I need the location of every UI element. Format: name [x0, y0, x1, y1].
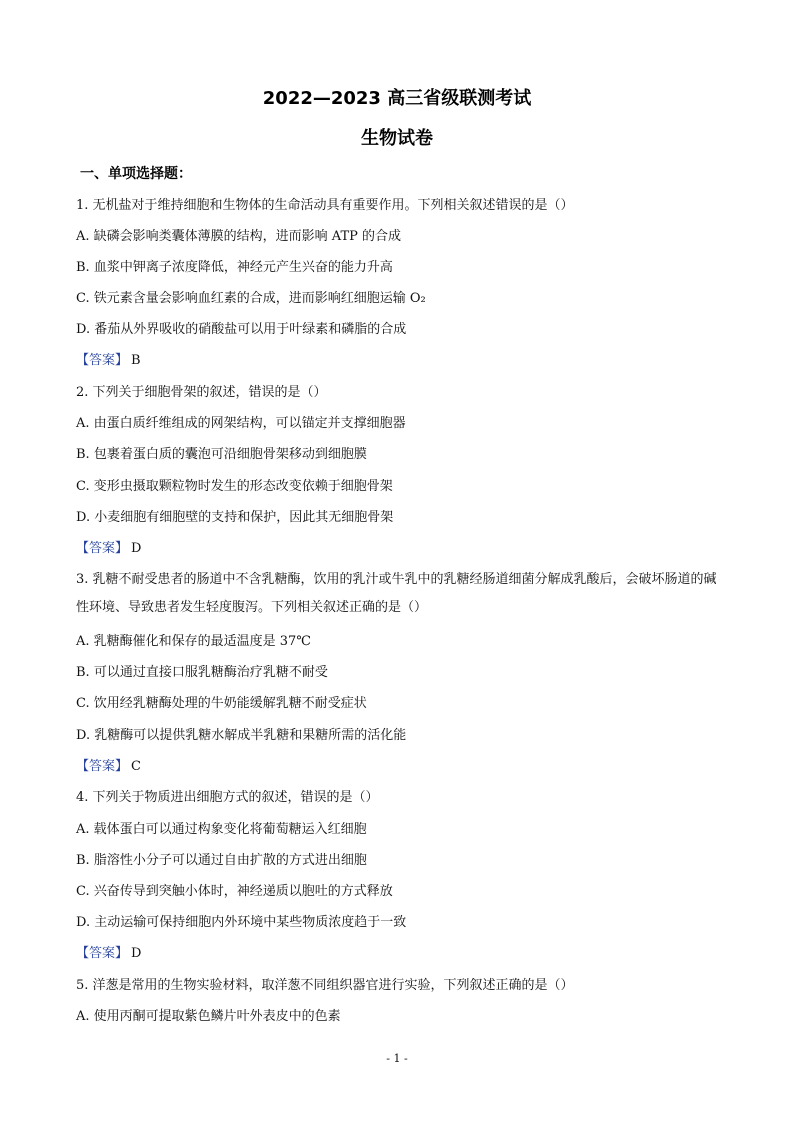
- question-2-option-d: D. 小麦细胞有细胞壁的支持和保护，因此其无细胞骨架: [76, 510, 394, 525]
- answer-label: 【答案】: [76, 759, 129, 774]
- question-4-option-b: B. 脂溶性小分子可以通过自由扩散的方式进出细胞: [76, 853, 367, 868]
- question-2-option-b: B. 包裹着蛋白质的囊泡可沿细胞骨架移动到细胞膜: [76, 447, 367, 462]
- question-3-option-b: B. 可以通过直接口服乳糖酶治疗乳糖不耐受: [76, 665, 328, 680]
- answer-label: 【答案】: [76, 541, 129, 556]
- question-3-stem: 3. 乳糖不耐受患者的肠道中不含乳糖酶，饮用的乳汁或牛乳中的乳糖经肠道细菌分解成乳酸后，会破坏肠道的碱性环境、导致患者发生轻度腹泻。下列相关叙述正确的是（）: [76, 572, 717, 615]
- question-2-option-a: A. 由蛋白质纤维组成的网架结构，可以锚定并支撑细胞器: [76, 416, 406, 431]
- answer-label: 【答案】: [76, 946, 129, 961]
- question-4-option-c: C. 兴奋传导到突触小体时，神经递质以胞吐的方式释放: [76, 884, 393, 899]
- question-2-answer: [76, 539, 726, 559]
- question-3-answer: [76, 757, 726, 777]
- question-3-option-a: A. 乳糖酶催化和保存的最适温度是 37℃: [76, 634, 311, 649]
- question-3-option-c: C. 饮用经乳糖酶处理的牛奶能缓解乳糖不耐受症状: [76, 696, 367, 711]
- question-1-option-c: C. 铁元素含量会影响血红素的合成，进而影响红细胞运输 O₂: [76, 291, 426, 306]
- page-number: - 1 -: [386, 1052, 408, 1065]
- answer-value: D: [131, 541, 142, 556]
- question-4-option-d: D. 主动运输可保持细胞内外环境中某些物质浓度趋于一致: [76, 915, 407, 930]
- question-3-option-d: D. 乳糖酶可以提供乳糖水解成半乳糖和果糖所需的活化能: [76, 728, 407, 743]
- question-1-option-d: D. 番茄从外界吸收的硝酸盐可以用于叶绿素和磷脂的合成: [76, 322, 407, 337]
- question-2-stem: 2. 下列关于细胞骨架的叙述，错误的是（）: [76, 385, 327, 400]
- question-1-stem: 1. 无机盐对于维持细胞和生物体的生命活动具有重要作用。下列相关叙述错误的是（）: [76, 198, 574, 213]
- answer-value: B: [131, 353, 141, 368]
- question-4-option-a: A. 载体蛋白可以通过构象变化将葡萄糖运入红细胞: [76, 822, 367, 837]
- question-5-option-a: A. 使用丙酮可提取紫色鳞片叶外表皮中的色素: [76, 1009, 341, 1024]
- question-1-option-a: A. 缺磷会影响类囊体薄膜的结构，进而影响 ATP 的合成: [76, 229, 402, 244]
- question-4-answer: [76, 944, 726, 964]
- question-5-stem: 5. 洋葱是常用的生物实验材料，取洋葱不同组织器官进行实验，下列叙述正确的是（）: [76, 978, 574, 993]
- exam-title: 2022—2023 高三省级联测考试: [262, 88, 532, 109]
- answer-value: C: [131, 759, 141, 774]
- question-2-option-c: C. 变形虫摄取颗粒物时发生的形态改变依赖于细胞骨架: [76, 479, 393, 494]
- answer-value: D: [131, 946, 142, 961]
- question-1-option-b: B. 血浆中钾离子浓度降低，神经元产生兴奋的能力升高: [76, 260, 393, 275]
- question-4-stem: 4. 下列关于物质进出细胞方式的叙述，错误的是（）: [76, 790, 379, 805]
- section-heading: 一、单项选择题：: [80, 166, 192, 182]
- question-1-answer: [76, 351, 726, 371]
- answer-label: 【答案】: [76, 353, 129, 368]
- exam-subtitle: 生物试卷: [361, 128, 433, 149]
